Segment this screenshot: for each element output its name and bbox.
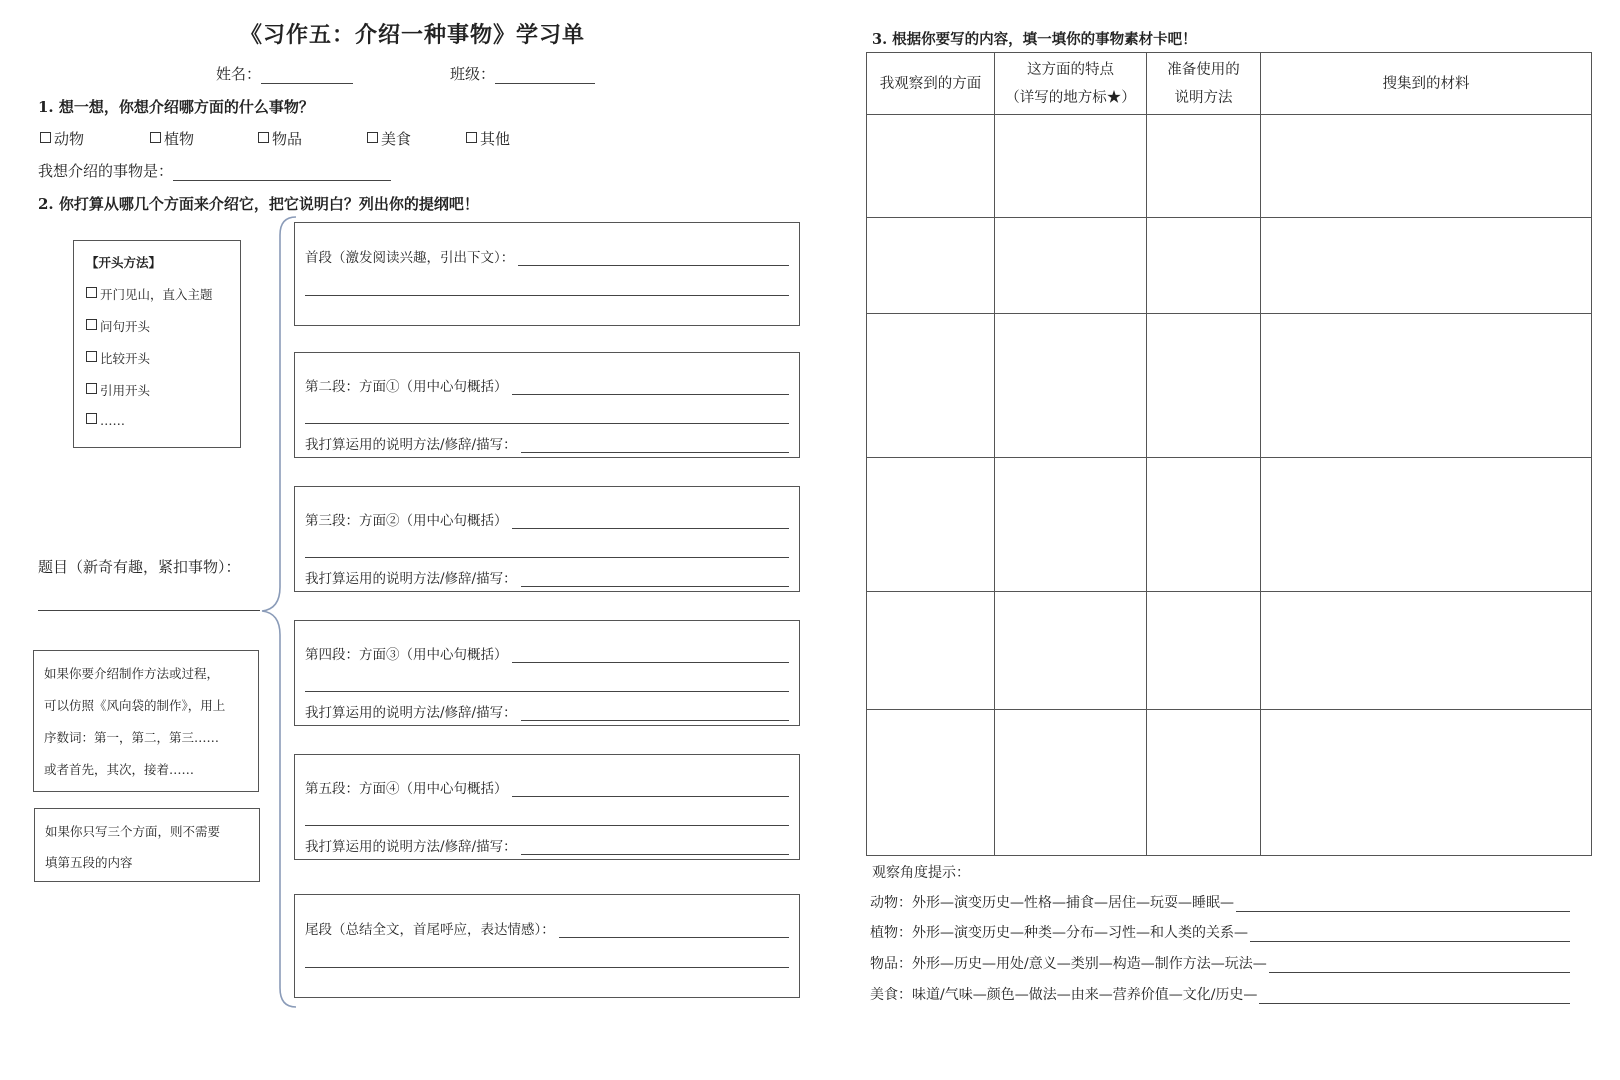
essay-title-label: 题目（新奇有趣，紧扣事物）：	[38, 558, 241, 576]
table-cell[interactable]	[1261, 314, 1592, 458]
hints-title: 观察角度提示：	[872, 865, 970, 881]
name-input[interactable]	[261, 69, 353, 84]
answer-line[interactable]	[518, 251, 789, 266]
table-cell[interactable]	[1147, 458, 1261, 592]
hint-answer-line[interactable]	[1250, 927, 1570, 942]
question-1: 1. 想一想，你想介绍哪方面的什么事物？	[38, 98, 314, 116]
table-cell[interactable]	[1261, 115, 1592, 218]
option-other[interactable]	[466, 128, 510, 149]
answer-line[interactable]	[512, 782, 790, 797]
method-label: 我打算运用的说明方法/修辞/描写：	[305, 437, 517, 453]
answer-line[interactable]	[305, 691, 789, 692]
opening-method-item[interactable]	[86, 317, 150, 335]
page-title: 《习作五：介绍一种事物》学习单	[240, 22, 586, 48]
table-row	[867, 592, 1592, 710]
answer-line[interactable]	[512, 514, 790, 529]
fourth-paragraph-row[interactable]	[305, 643, 789, 663]
table-cell[interactable]	[995, 710, 1147, 856]
opening-method-item[interactable]	[86, 413, 125, 428]
header-features-line1: 这方面的特点	[1027, 61, 1114, 78]
fifth-paragraph-row[interactable]	[305, 777, 789, 797]
class-field	[450, 63, 595, 84]
method-label: 我打算运用的说明方法/修辞/描写：	[305, 839, 517, 855]
answer-line[interactable]	[512, 648, 790, 663]
header-features-line2: （详写的地方标★）	[1005, 89, 1136, 106]
tip-box-sequence	[33, 650, 259, 792]
opening-method-label: 开门见山，直入主题	[100, 287, 213, 302]
method-label: 我打算运用的说明方法/修辞/描写：	[305, 571, 517, 587]
table-cell[interactable]	[867, 710, 995, 856]
opening-method-item[interactable]	[86, 381, 150, 399]
opening-method-label: 比较开头	[100, 351, 151, 366]
third-paragraph-label: 第三段：方面②（用中心句概括）	[305, 513, 508, 529]
table-cell[interactable]	[867, 218, 995, 314]
table-cell[interactable]	[995, 115, 1147, 218]
method-row[interactable]	[305, 701, 789, 721]
tip-line: 填第五段的内容	[45, 855, 133, 870]
option-object[interactable]	[258, 128, 302, 149]
table-cell[interactable]	[1147, 218, 1261, 314]
hint-food-text: 美食：味道/气味—颜色—做法—由来—营养价值—文化/历史—	[870, 987, 1258, 1003]
table-cell[interactable]	[1261, 710, 1592, 856]
table-row	[867, 314, 1592, 458]
hint-answer-line[interactable]	[1269, 958, 1570, 973]
answer-line[interactable]	[305, 967, 789, 968]
hint-animal	[870, 892, 1570, 912]
option-food[interactable]	[367, 128, 411, 149]
option-label: 其他	[480, 130, 511, 148]
answer-line[interactable]	[559, 923, 789, 938]
option-label: 植物	[164, 130, 195, 148]
table-cell[interactable]	[995, 314, 1147, 458]
class-label: 班级：	[450, 65, 496, 83]
table-row	[867, 710, 1592, 856]
hint-animal-text: 动物：外形—演变历史—性格—捕食—居住—玩耍—睡眠—	[870, 895, 1234, 911]
table-cell[interactable]	[995, 592, 1147, 710]
table-cell[interactable]	[1261, 458, 1592, 592]
topic-label: 我想介绍的事物是：	[38, 162, 174, 180]
opening-method-item[interactable]	[86, 285, 213, 303]
tip-line: 如果你要介绍制作方法或过程，	[44, 666, 220, 681]
method-row[interactable]	[305, 433, 789, 453]
table-cell[interactable]	[995, 218, 1147, 314]
header-method	[1147, 53, 1261, 115]
hint-plant	[870, 922, 1570, 942]
answer-line[interactable]	[305, 423, 789, 424]
second-paragraph-box	[294, 352, 800, 458]
fourth-paragraph-label: 第四段：方面③（用中心句概括）	[305, 647, 508, 663]
third-paragraph-box	[294, 486, 800, 592]
hint-answer-line[interactable]	[1236, 897, 1570, 912]
method-row[interactable]	[305, 835, 789, 855]
first-paragraph-label: 首段（激发阅读兴趣，引出下文）：	[305, 250, 515, 266]
last-paragraph-row[interactable]	[305, 918, 789, 938]
opening-methods-title: 【开头方法】	[86, 255, 162, 270]
tip-line: 序数词：第一，第二，第三……	[44, 730, 220, 745]
checkbox[interactable]	[86, 351, 97, 362]
hint-object-text: 物品：外形—历史—用处/意义—类别—构造—制作方法—玩法—	[870, 956, 1267, 972]
answer-line[interactable]	[521, 840, 789, 855]
checkbox[interactable]	[150, 132, 161, 143]
table-cell[interactable]	[995, 458, 1147, 592]
checkbox[interactable]	[258, 132, 269, 143]
tip-line: 或者首先，其次，接着……	[44, 762, 195, 777]
option-label: 动物	[54, 130, 85, 148]
question-2: 2. 你打算从哪几个方面来介绍它，把它说明白？列出你的提纲吧！	[38, 195, 479, 213]
table-row	[867, 115, 1592, 218]
class-input[interactable]	[495, 69, 595, 84]
table-cell[interactable]	[1147, 314, 1261, 458]
answer-line[interactable]	[305, 295, 789, 296]
checkbox[interactable]	[86, 319, 97, 330]
table-row	[867, 458, 1592, 592]
first-paragraph-box	[294, 222, 800, 326]
table-cell[interactable]	[867, 458, 995, 592]
hint-object	[870, 953, 1570, 973]
essay-title-input[interactable]	[38, 610, 260, 611]
checkbox[interactable]	[86, 383, 97, 394]
table-cell[interactable]	[1261, 592, 1592, 710]
second-paragraph-label: 第二段：方面①（用中心句概括）	[305, 379, 508, 395]
answer-line[interactable]	[521, 438, 789, 453]
checkbox[interactable]	[86, 413, 97, 424]
table-cell[interactable]	[1261, 218, 1592, 314]
opening-method-label: 问句开头	[100, 319, 151, 334]
last-paragraph-label: 尾段（总结全文，首尾呼应，表达情感）：	[305, 922, 555, 938]
tip-line: 如果你只写三个方面，则不需要	[45, 824, 221, 839]
checkbox[interactable]	[466, 132, 477, 143]
header-aspect: 我观察到的方面	[867, 53, 995, 115]
tip-box-three-aspects	[34, 808, 260, 882]
table-row	[867, 218, 1592, 314]
answer-line[interactable]	[521, 572, 789, 587]
question-3: 3. 根据你要写的内容，填一填你的事物素材卡吧！	[872, 31, 1197, 48]
outline-brace	[258, 215, 298, 1010]
first-paragraph-row[interactable]	[305, 246, 789, 266]
hint-answer-line[interactable]	[1259, 989, 1570, 1004]
checkbox[interactable]	[86, 287, 97, 298]
hint-plant-text: 植物：外形—演变历史—种类—分布—习性—和人类的关系—	[870, 925, 1248, 941]
checkbox[interactable]	[367, 132, 378, 143]
answer-line[interactable]	[305, 557, 789, 558]
table-cell[interactable]	[867, 592, 995, 710]
option-label: 物品	[272, 130, 303, 148]
fourth-paragraph-box	[294, 620, 800, 726]
opening-methods-box	[73, 240, 241, 448]
answer-line[interactable]	[521, 706, 789, 721]
opening-method-label: 引用开头	[100, 383, 151, 398]
third-paragraph-row[interactable]	[305, 509, 789, 529]
method-label: 我打算运用的说明方法/修辞/描写：	[305, 705, 517, 721]
option-animal[interactable]	[40, 128, 84, 149]
second-paragraph-row[interactable]	[305, 375, 789, 395]
last-paragraph-box	[294, 894, 800, 998]
table-cell[interactable]	[1147, 592, 1261, 710]
opening-method-label: ……	[100, 413, 125, 428]
checkbox[interactable]	[40, 132, 51, 143]
header-method-line1: 准备使用的	[1167, 61, 1240, 78]
answer-line[interactable]	[512, 380, 790, 395]
table-cell[interactable]	[867, 115, 995, 218]
option-plant[interactable]	[150, 128, 194, 149]
name-field	[216, 63, 353, 84]
topic-field	[38, 160, 391, 181]
table-cell[interactable]	[1147, 710, 1261, 856]
answer-line[interactable]	[305, 825, 789, 826]
header-method-line2: 说明方法	[1174, 89, 1233, 106]
header-features	[995, 53, 1147, 115]
name-label: 姓名：	[216, 65, 262, 83]
fifth-paragraph-box	[294, 754, 800, 860]
tip-line: 可以仿照《风向袋的制作》，用上	[44, 698, 226, 713]
method-row[interactable]	[305, 567, 789, 587]
topic-input[interactable]	[173, 166, 391, 181]
table-cell[interactable]	[1147, 115, 1261, 218]
header-materials: 搜集到的材料	[1261, 53, 1592, 115]
table-cell[interactable]	[867, 314, 995, 458]
material-card-table	[866, 52, 1592, 856]
fifth-paragraph-label: 第五段：方面④（用中心句概括）	[305, 781, 508, 797]
opening-method-item[interactable]	[86, 349, 150, 367]
table-header-row	[867, 53, 1592, 115]
option-label: 美食	[381, 130, 412, 148]
hint-food	[870, 984, 1570, 1004]
